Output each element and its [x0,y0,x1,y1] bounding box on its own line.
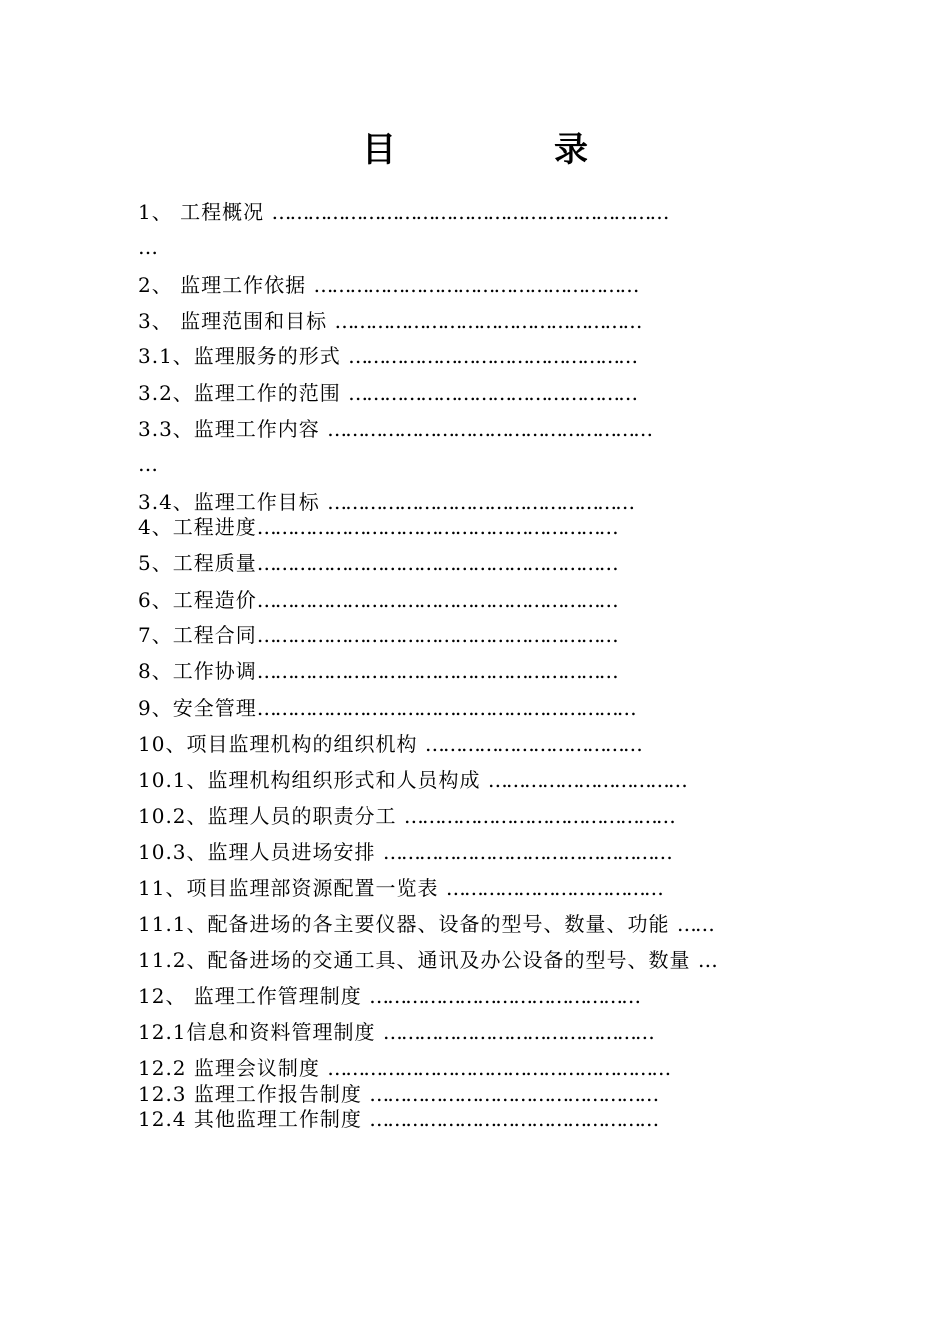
page-title: 目 录 [362,130,650,170]
toc-entry [138,309,640,333]
toc-leader-dots: ………………………………………… [348,344,637,368]
toc-leader-dots: …………………………………………… [334,309,641,333]
toc-entry-label: 10.1、监理机构组织形式和人员构成 [138,768,488,792]
toc-leader-dots: …………………………………………………… [256,623,617,647]
toc-leader-dots: ……………………………………… [382,1020,653,1044]
toc-leader-dots: ……………………………………………… [327,417,652,441]
toc-leader-overflow: … [138,235,156,259]
toc-entry [138,768,686,792]
toc-entry-label: 11.2、配备进场的交通工具、通讯及办公设备的型号、数量 [138,948,698,972]
toc-leader-dots: …………………………… [487,768,686,792]
toc-leader-dots: ………………………………………………………… [271,200,668,224]
toc-entry-label: 1、 工程概况 [138,200,272,224]
toc-leader-dots: …………………………………………………… [256,551,617,575]
toc-leader-dots: …………………………………………………… [256,515,617,539]
toc-entry-label: 11.1、配备进场的各主要仪器、设备的型号、数量、功能 [138,912,677,936]
toc-leader-dots: …… [676,912,713,936]
toc-entry [138,1056,669,1080]
toc-entry [138,876,662,900]
toc-entry-label: 3.1、监理服务的形式 [138,344,349,368]
toc-entry-label: 4、工程进度 [138,515,257,539]
toc-entry [138,417,651,441]
toc-leader-dots: ……………………………………… [403,804,674,828]
toc-entry-label: 7、工程合同 [138,623,257,647]
toc-leader-dots: ………………………………………… [369,1082,658,1106]
toc-entry-label: 10.2、监理人员的职责分工 [138,804,404,828]
toc-entry-label: 2、 监理工作依据 [138,273,314,297]
toc-leader-dots: ……………………………………………………… [256,696,635,720]
toc-leader-dots: ……………………………… [445,876,662,900]
toc-entry [138,912,713,936]
toc-leader-dots: ………………………………………… [382,840,671,864]
toc-entry [138,490,633,514]
toc-entry-label: 12.1信息和资料管理制度 [138,1020,383,1044]
toc-leader-dots: …………………………………………………… [256,659,617,683]
toc-leader-dots: ……………………………………… [369,984,640,1008]
toc-entry [138,696,635,720]
toc-entry-label: 6、工程造价 [138,588,257,612]
toc-entry-label: 3、 监理范围和目标 [138,309,335,333]
toc-entry [138,1082,657,1106]
toc-entry-label: 5、工程质量 [138,551,257,575]
toc-leader-dots: …………………………………………………… [256,588,617,612]
toc-entry-label: 11、项目监理部资源配置一览表 [138,876,446,900]
toc-entry [138,381,636,405]
toc-entry [138,984,639,1008]
toc-leader-dots: ………………………………………… [369,1107,658,1131]
toc-entry-label: 12.2 监理会议制度 [138,1056,328,1080]
toc-entry [138,588,617,612]
toc-entry-label: 10、项目监理机构的组织机构 [138,732,425,756]
toc-leader-dots: ………………………………………… [348,381,637,405]
toc-entry-label: 9、安全管理 [138,696,257,720]
toc-entry-label: 12、 监理工作管理制度 [138,984,370,1008]
toc-entry [138,623,617,647]
toc-leader-dots: ………………………………………………… [327,1056,670,1080]
toc-leader-dots: ……………………………… [424,732,641,756]
toc-leader-dots: …………………………………………… [327,490,634,514]
toc-leader-dots: … [697,948,716,972]
toc-entry-label: 3.4、监理工作目标 [138,490,328,514]
toc-entry [138,273,637,297]
toc-entry [138,840,671,864]
toc-entry [138,344,636,368]
toc-entry [138,200,667,224]
toc-leader-overflow: … [138,452,156,476]
toc-entry [138,659,617,683]
toc-entry-label: 10.3、监理人员进场安排 [138,840,383,864]
toc-entry-label: 12.4 其他监理工作制度 [138,1107,370,1131]
toc-entry [138,804,674,828]
toc-entry-label: 3.2、监理工作的范围 [138,381,349,405]
toc-entry-label: 12.3 监理工作报告制度 [138,1082,370,1106]
toc-entry [138,732,641,756]
toc-entry [138,1107,657,1131]
toc-entry [138,515,617,539]
toc-entry [138,1020,653,1044]
toc-entry-label: 3.3、监理工作内容 [138,417,328,441]
toc-entry [138,551,617,575]
toc-entry-label: 8、工作协调 [138,659,257,683]
toc-leader-dots: ……………………………………………… [313,273,638,297]
toc-entry [138,948,716,972]
